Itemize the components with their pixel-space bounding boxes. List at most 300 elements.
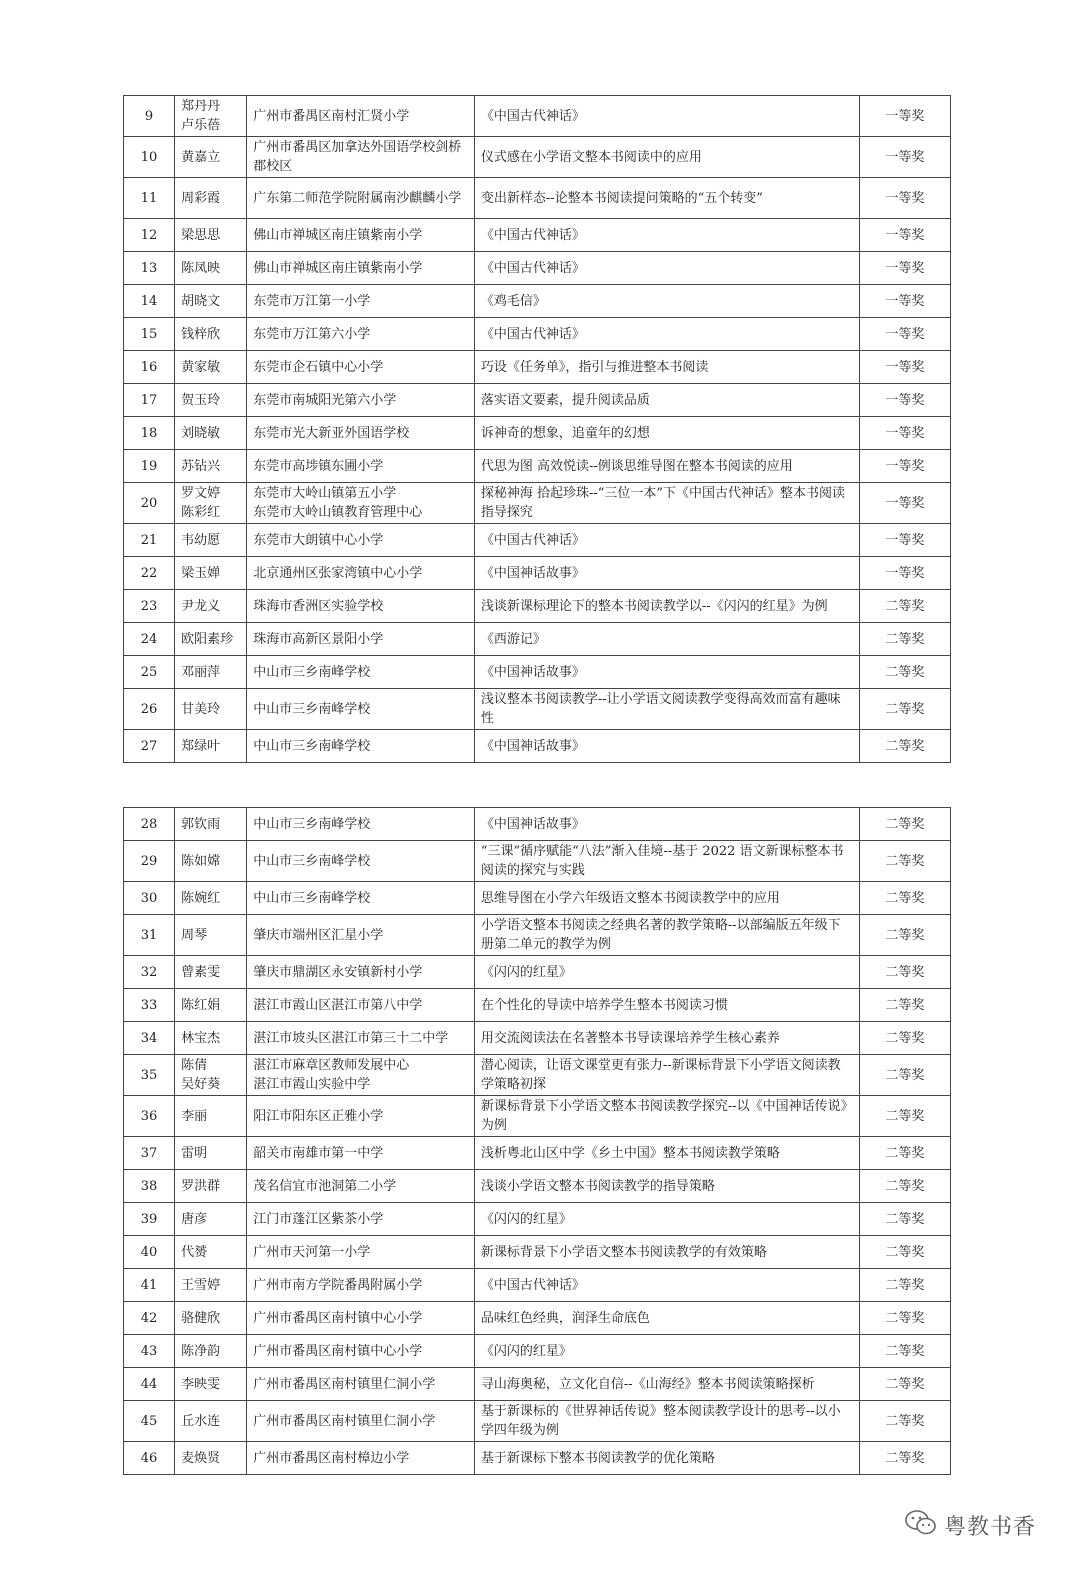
award-level: 一等奖	[859, 318, 950, 351]
teacher-name-cell	[175, 882, 247, 915]
school-cell	[247, 1096, 475, 1137]
awards-table-2-body	[124, 808, 951, 1475]
work-title: 思维导图在小学六年级语文整本书阅读教学中的应用	[474, 882, 859, 915]
school-name: 东莞市南城阳光第六小学	[253, 392, 397, 408]
teacher-name: 王雪婷	[181, 1277, 221, 1293]
teacher-name-cell	[175, 808, 247, 841]
row-number: 38	[124, 1170, 175, 1203]
teacher-name: 邓丽萍	[181, 664, 221, 680]
work-title: 《中国古代神话》	[474, 219, 859, 252]
work-title: 新课标背景下小学语文整本书阅读教学的有效策略	[474, 1236, 859, 1269]
wechat-icon	[904, 1508, 938, 1542]
table-row	[124, 730, 951, 763]
award-level: 二等奖	[859, 590, 950, 623]
school-cell	[247, 689, 475, 730]
school-name: 广州市番禺区南村镇中心小学	[253, 1310, 423, 1326]
teacher-name-cell	[175, 318, 247, 351]
award-level: 二等奖	[859, 1170, 950, 1203]
teacher-name: 李映雯	[181, 1376, 221, 1392]
teacher-name-cell	[175, 1022, 247, 1055]
table-row	[124, 1096, 951, 1137]
teacher-name: 郑丹丹	[181, 99, 221, 114]
work-title: 探秘神海 拾起珍珠--“三位一本”下《中国古代神话》整本书阅读指导探究	[474, 483, 859, 524]
teacher-name-cell	[175, 730, 247, 763]
award-level: 一等奖	[859, 219, 950, 252]
work-title: 新课标背景下小学语文整本书阅读教学探究--以《中国神话传说》为例	[474, 1096, 859, 1137]
award-level: 一等奖	[859, 96, 950, 137]
teacher-name-cell	[175, 384, 247, 417]
teacher-name: 梁玉婵	[181, 565, 221, 581]
award-level: 二等奖	[859, 989, 950, 1022]
award-level: 一等奖	[859, 137, 950, 178]
table-row	[124, 178, 951, 219]
table-row	[124, 1236, 951, 1269]
table-row	[124, 656, 951, 689]
school-cell	[247, 989, 475, 1022]
school-cell	[247, 915, 475, 956]
teacher-name-cell	[175, 1137, 247, 1170]
award-level: 二等奖	[859, 1269, 950, 1302]
school-name: 珠海市香洲区实验学校	[253, 598, 384, 614]
teacher-name: 周彩霞	[181, 190, 221, 206]
work-title: 落实语文要素，提升阅读品质	[474, 384, 859, 417]
row-number: 37	[124, 1137, 175, 1170]
table-row	[124, 1368, 951, 1401]
school-cell	[247, 1022, 475, 1055]
teacher-name-cell	[175, 557, 247, 590]
school-cell	[247, 178, 475, 219]
teacher-name-cell	[175, 252, 247, 285]
row-number: 12	[124, 219, 175, 252]
teacher-name: 曾素雯	[181, 964, 221, 980]
row-number: 10	[124, 137, 175, 178]
teacher-name: 林宝杰	[181, 1030, 221, 1046]
teacher-name: 陈凤映	[181, 260, 221, 276]
table-row	[124, 590, 951, 623]
work-title: 《中国神话故事》	[474, 730, 859, 763]
school-cell	[247, 882, 475, 915]
award-level: 二等奖	[859, 689, 950, 730]
award-level: 二等奖	[859, 656, 950, 689]
teacher-name-cell	[175, 1055, 247, 1096]
work-title: 《中国古代神话》	[474, 318, 859, 351]
row-number: 30	[124, 882, 175, 915]
school-name: 广州市番禺区加拿达外国语学校剑桥郡校区	[253, 140, 462, 174]
school-name: 东莞市高埗镇东圃小学	[253, 458, 384, 474]
award-level: 一等奖	[859, 557, 950, 590]
table-row	[124, 1203, 951, 1236]
teacher-name: 陈净韵	[181, 1343, 221, 1359]
work-title: 仪式感在小学语文整本书阅读中的应用	[474, 137, 859, 178]
school-name: 东莞市大岭山镇教育管理中心	[253, 505, 423, 520]
work-title: 浅谈小学语文整本书阅读教学的指导策略	[474, 1170, 859, 1203]
school-name: 东莞市光大新亚外国语学校	[253, 425, 410, 441]
school-name: 东莞市万江第一小学	[253, 293, 371, 309]
award-level: 一等奖	[859, 450, 950, 483]
award-level: 一等奖	[859, 178, 950, 219]
teacher-name: 陈如嫦	[181, 853, 221, 869]
school-name: 阳江市阳东区正雅小学	[253, 1108, 384, 1124]
teacher-name: 雷明	[181, 1145, 208, 1161]
school-name: 湛江市霞山区湛江市第八中学	[253, 997, 423, 1013]
school-cell	[247, 1055, 475, 1096]
table-row	[124, 557, 951, 590]
row-number: 24	[124, 623, 175, 656]
school-name: 东莞市万江第六小学	[253, 326, 371, 342]
row-number: 46	[124, 1442, 175, 1475]
school-cell	[247, 351, 475, 384]
teacher-name: 刘晓敏	[181, 425, 221, 441]
teacher-name: 李丽	[181, 1108, 208, 1124]
table-row	[124, 1137, 951, 1170]
school-cell	[247, 219, 475, 252]
school-cell	[247, 1236, 475, 1269]
school-cell	[247, 1203, 475, 1236]
school-cell	[247, 137, 475, 178]
teacher-name-cell	[175, 1442, 247, 1475]
school-cell	[247, 384, 475, 417]
row-number: 35	[124, 1055, 175, 1096]
school-cell	[247, 1442, 475, 1475]
school-cell	[247, 1137, 475, 1170]
school-name: 肇庆市鼎湖区永安镇新村小学	[253, 964, 423, 980]
teacher-name: 卢乐蓓	[181, 118, 221, 133]
work-title: 《鸡毛信》	[474, 285, 859, 318]
table-row	[124, 96, 951, 137]
teacher-name-cell	[175, 524, 247, 557]
teacher-name: 代赟	[181, 1244, 208, 1260]
school-name: 中山市三乡南峰学校	[253, 701, 371, 717]
school-name: 北京通州区张家湾镇中心小学	[253, 565, 423, 581]
work-title: 寻山海奥秘，立文化自信--《山海经》整本书阅读策略探析	[474, 1368, 859, 1401]
school-name: 广州市南方学院番禺附属小学	[253, 1277, 423, 1293]
teacher-name-cell	[175, 590, 247, 623]
teacher-name: 苏钻兴	[181, 458, 221, 474]
teacher-name: 唐彦	[181, 1211, 208, 1227]
teacher-name: 周琴	[181, 927, 208, 943]
watermark-text: 粤教书香	[943, 1514, 1036, 1540]
award-level: 二等奖	[859, 882, 950, 915]
school-name: 中山市三乡南峰学校	[253, 816, 371, 832]
table-row	[124, 989, 951, 1022]
teacher-name-cell	[175, 1302, 247, 1335]
table-row	[124, 137, 951, 178]
teacher-name: 罗洪群	[181, 1178, 221, 1194]
row-number: 13	[124, 252, 175, 285]
row-number: 28	[124, 808, 175, 841]
table-row	[124, 623, 951, 656]
school-name: 中山市三乡南峰学校	[253, 664, 371, 680]
teacher-name-cell	[175, 417, 247, 450]
award-level: 二等奖	[859, 1401, 950, 1442]
table-row	[124, 1269, 951, 1302]
work-title: 代思为图 高效悦读--例谈思维导图在整本书阅读的应用	[474, 450, 859, 483]
award-level: 二等奖	[859, 841, 950, 882]
award-level: 二等奖	[859, 730, 950, 763]
school-name: 湛江市坡头区湛江市第三十二中学	[253, 1030, 449, 1046]
teacher-name-cell	[175, 915, 247, 956]
school-name: 珠海市高新区景阳小学	[253, 631, 384, 647]
award-level: 二等奖	[859, 1022, 950, 1055]
school-name: 茂名信宜市池洞第二小学	[253, 1178, 397, 1194]
award-level: 二等奖	[859, 1137, 950, 1170]
teacher-name: 陈彩红	[181, 505, 221, 520]
work-title: 巧设《任务单》，指引与推进整本书阅读	[474, 351, 859, 384]
school-name: 韶关市南雄市第一中学	[253, 1145, 384, 1161]
school-cell	[247, 557, 475, 590]
work-title: 变出新样态--论整本书阅读提问策略的“五个转变”	[474, 178, 859, 219]
school-name: 佛山市禅城区南庄镇紫南小学	[253, 227, 423, 243]
teacher-name: 韦幼愿	[181, 532, 221, 548]
teacher-name-cell	[175, 1401, 247, 1442]
work-title: 基于新课标的《世界神话传说》整本阅读教学设计的思考--以小学四年级为例	[474, 1401, 859, 1442]
work-title: 《中国古代神话》	[474, 96, 859, 137]
table-row	[124, 417, 951, 450]
row-number: 16	[124, 351, 175, 384]
teacher-name-cell	[175, 689, 247, 730]
awards-table-1-body	[124, 96, 951, 763]
work-title: 品味红色经典，润泽生命底色	[474, 1302, 859, 1335]
row-number: 25	[124, 656, 175, 689]
school-name: 广东第二师范学院附属南沙麒麟小学	[253, 190, 462, 206]
award-level: 一等奖	[859, 351, 950, 384]
award-level: 二等奖	[859, 1368, 950, 1401]
table-row	[124, 956, 951, 989]
row-number: 21	[124, 524, 175, 557]
award-level: 一等奖	[859, 252, 950, 285]
work-title: “三课”循序赋能“八法”渐入佳境--基于 2022 语文新课标整本书阅读的探究与实践	[474, 841, 859, 882]
award-level: 一等奖	[859, 483, 950, 524]
table-row	[124, 882, 951, 915]
school-cell	[247, 318, 475, 351]
school-name: 中山市三乡南峰学校	[253, 738, 371, 754]
teacher-name-cell	[175, 623, 247, 656]
teacher-name-cell	[175, 137, 247, 178]
award-level: 二等奖	[859, 623, 950, 656]
award-level: 二等奖	[859, 1096, 950, 1137]
teacher-name-cell	[175, 989, 247, 1022]
teacher-name: 尹龙义	[181, 598, 221, 614]
row-number: 15	[124, 318, 175, 351]
school-name: 中山市三乡南峰学校	[253, 853, 371, 869]
teacher-name: 梁思思	[181, 227, 221, 243]
table-row	[124, 450, 951, 483]
school-name: 东莞市大岭山镇第五小学	[253, 486, 397, 501]
school-cell	[247, 1302, 475, 1335]
work-title: 《中国古代神话》	[474, 1269, 859, 1302]
work-title: 诉神奇的想象，追童年的幻想	[474, 417, 859, 450]
school-name: 湛江市麻章区教师发展中心	[253, 1058, 410, 1073]
table-row	[124, 524, 951, 557]
row-number: 23	[124, 590, 175, 623]
work-title: 浅析粤北山区中学《乡土中国》整本书阅读教学策略	[474, 1137, 859, 1170]
row-number: 14	[124, 285, 175, 318]
school-name: 广州市天河第一小学	[253, 1244, 371, 1260]
award-level: 二等奖	[859, 1236, 950, 1269]
teacher-name: 丘水连	[181, 1413, 221, 1429]
table-row	[124, 689, 951, 730]
school-cell	[247, 656, 475, 689]
table-row	[124, 841, 951, 882]
school-cell	[247, 841, 475, 882]
teacher-name-cell	[175, 1096, 247, 1137]
teacher-name-cell	[175, 96, 247, 137]
row-number: 17	[124, 384, 175, 417]
award-level: 一等奖	[859, 285, 950, 318]
award-level: 二等奖	[859, 1335, 950, 1368]
table-row	[124, 1302, 951, 1335]
teacher-name-cell	[175, 1368, 247, 1401]
teacher-name-cell	[175, 1335, 247, 1368]
school-cell	[247, 1335, 475, 1368]
school-cell	[247, 590, 475, 623]
row-number: 34	[124, 1022, 175, 1055]
row-number: 44	[124, 1368, 175, 1401]
school-cell	[247, 623, 475, 656]
school-cell	[247, 1368, 475, 1401]
school-cell	[247, 1170, 475, 1203]
award-level: 二等奖	[859, 1302, 950, 1335]
school-name: 广州市番禺区南村镇里仁洞小学	[253, 1376, 436, 1392]
table-row	[124, 1055, 951, 1096]
school-name: 肇庆市端州区汇星小学	[253, 927, 384, 943]
row-number: 42	[124, 1302, 175, 1335]
teacher-name-cell	[175, 178, 247, 219]
teacher-name: 黄嘉立	[181, 149, 221, 165]
school-cell	[247, 730, 475, 763]
award-level: 一等奖	[859, 384, 950, 417]
school-name: 东莞市大朗镇中心小学	[253, 532, 384, 548]
teacher-name: 甘美玲	[181, 701, 221, 717]
row-number: 39	[124, 1203, 175, 1236]
teacher-name: 钱梓欣	[181, 326, 221, 342]
teacher-name: 陈倩	[181, 1058, 208, 1073]
teacher-name: 郭钦雨	[181, 816, 221, 832]
table-row	[124, 1401, 951, 1442]
teacher-name: 胡晓文	[181, 293, 221, 309]
school-cell	[247, 417, 475, 450]
row-number: 22	[124, 557, 175, 590]
work-title: 《闪闪的红星》	[474, 1335, 859, 1368]
row-number: 32	[124, 956, 175, 989]
teacher-name-cell	[175, 219, 247, 252]
work-title: 《中国古代神话》	[474, 252, 859, 285]
work-title: 《中国神话故事》	[474, 557, 859, 590]
school-name: 湛江市霞山实验中学	[253, 1077, 371, 1092]
row-number: 26	[124, 689, 175, 730]
school-name: 东莞市企石镇中心小学	[253, 359, 384, 375]
school-cell	[247, 285, 475, 318]
school-cell	[247, 524, 475, 557]
work-title: 浅议整本书阅读教学--让小学语文阅读教学变得高效而富有趣味性	[474, 689, 859, 730]
table-row	[124, 483, 951, 524]
teacher-name-cell	[175, 483, 247, 524]
teacher-name: 郑绿叶	[181, 738, 221, 754]
row-number: 20	[124, 483, 175, 524]
row-number: 43	[124, 1335, 175, 1368]
work-title: 《中国神话故事》	[474, 656, 859, 689]
school-name: 中山市三乡南峰学校	[253, 890, 371, 906]
table-row	[124, 1335, 951, 1368]
school-cell	[247, 96, 475, 137]
work-title: 用交流阅读法在名著整本书导读课培养学生核心素养	[474, 1022, 859, 1055]
table-row	[124, 1442, 951, 1475]
award-level: 一等奖	[859, 524, 950, 557]
table-row	[124, 285, 951, 318]
teacher-name-cell	[175, 351, 247, 384]
work-title: 潜心阅读，让语文课堂更有张力--新课标背景下小学语文阅读教学策略初探	[474, 1055, 859, 1096]
work-title: 基于新课标下整本书阅读教学的优化策略	[474, 1442, 859, 1475]
teacher-name-cell	[175, 450, 247, 483]
school-name: 广州市番禺区南村樟边小学	[253, 1450, 410, 1466]
school-name: 佛山市禅城区南庄镇紫南小学	[253, 260, 423, 276]
school-name: 广州市番禺区南村镇中心小学	[253, 1343, 423, 1359]
teacher-name: 吴好葵	[181, 1077, 221, 1092]
table-row	[124, 915, 951, 956]
teacher-name: 骆健欣	[181, 1310, 221, 1326]
row-number: 11	[124, 178, 175, 219]
school-cell	[247, 483, 475, 524]
row-number: 41	[124, 1269, 175, 1302]
table-row	[124, 1022, 951, 1055]
row-number: 9	[124, 96, 175, 137]
award-level: 二等奖	[859, 915, 950, 956]
table-row	[124, 808, 951, 841]
row-number: 18	[124, 417, 175, 450]
table-row	[124, 351, 951, 384]
school-cell	[247, 252, 475, 285]
award-level: 二等奖	[859, 1442, 950, 1475]
teacher-name-cell	[175, 1170, 247, 1203]
school-cell	[247, 956, 475, 989]
table-row	[124, 384, 951, 417]
award-level: 二等奖	[859, 1055, 950, 1096]
school-cell	[247, 450, 475, 483]
award-level: 一等奖	[859, 417, 950, 450]
table-row	[124, 318, 951, 351]
work-title: 《西游记》	[474, 623, 859, 656]
work-title: 《闪闪的红星》	[474, 956, 859, 989]
watermark	[904, 1508, 1036, 1542]
row-number: 27	[124, 730, 175, 763]
work-title: 《中国神话故事》	[474, 808, 859, 841]
teacher-name-cell	[175, 1269, 247, 1302]
table-row	[124, 219, 951, 252]
teacher-name: 欧阳素珍	[181, 631, 234, 647]
school-cell	[247, 1401, 475, 1442]
work-title: 《闪闪的红星》	[474, 1203, 859, 1236]
teacher-name: 贺玉玲	[181, 392, 221, 408]
work-title: 《中国古代神话》	[474, 524, 859, 557]
teacher-name-cell	[175, 1236, 247, 1269]
row-number: 33	[124, 989, 175, 1022]
table-row	[124, 252, 951, 285]
awards-table-2	[123, 807, 951, 1475]
teacher-name: 黄家敏	[181, 359, 221, 375]
row-number: 31	[124, 915, 175, 956]
teacher-name-cell	[175, 1203, 247, 1236]
award-level: 二等奖	[859, 808, 950, 841]
award-level: 二等奖	[859, 1203, 950, 1236]
teacher-name: 陈婉红	[181, 890, 221, 906]
awards-table-1	[123, 95, 951, 763]
work-title: 在个性化的导读中培养学生整本书阅读习惯	[474, 989, 859, 1022]
row-number: 19	[124, 450, 175, 483]
row-number: 45	[124, 1401, 175, 1442]
work-title: 小学语文整本书阅读之经典名著的教学策略--以部编版五年级下册第二单元的教学为例	[474, 915, 859, 956]
teacher-name-cell	[175, 956, 247, 989]
row-number: 40	[124, 1236, 175, 1269]
